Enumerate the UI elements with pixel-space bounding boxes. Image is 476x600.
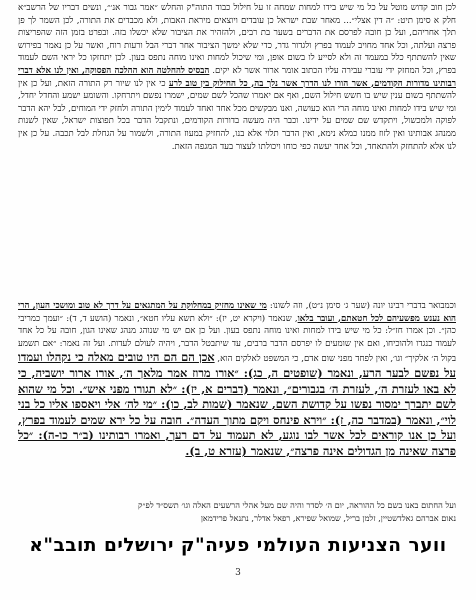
organization-title: ווער הצניעות העולמי פעיה"ק ירושלים תובב"א [29, 535, 447, 556]
paragraph-2-underlined-quote: מי שאינו מחזיק במחלוקת על המתגאים על דרך לא טוב ומושכי העון, הרי הוא נענש מפשעיהם לכל חטאתם, ועובר בלאו [18, 301, 456, 324]
signature-block [18, 499, 456, 525]
signature-intro: ועל החתום באנו בשם כל ההוראה, יום ה׳ לסדר והיה שם מעל אהלי הרשעים האלה וגו׳ תשס״ד לפ״ק [138, 500, 456, 510]
paragraph-2-emphasized-quote: אכן הם הם היו טובים מאלה כי נקהלו ועמדו על נפשם לבער הרע, ונאמר (שופטים ה, כג): ״אורו מרוז אמר מלאך ה׳, אורו ארור יושביה, כי לא באו לעזרת ה׳, לעזרת ה׳ בגבורים״, ונאמר (דברים א, יז): ״לא תגורו מפני איש״. וכל מי שהוא לשם יתברך ימסור נפשו על קדושת השם, שנאמר (שמות לב, כו): ״מי לה׳ אלי ויאספו אליו כל בני לוי״, ונאמר (במדבר כה, ז): ״וירא פינחס ויקם מתוך העדה״. חובה על כל ירא שמים לעמוד בפרץ, ועל כן אנו קוראים לכל אשר לבו נוגע, לא תעמוד על דם רעך, ואמרו רבותינו (ב״ר כו-ה): ״כל פרצה שאינה מן הגדולים אינה פרצה״, שנאמר (עזרא ט, ב). [18, 350, 456, 458]
paragraph-1-opening: לכן חוב קדוש מוטל על כל מי שיש בידו למחות שמחה זו על חילול כבוד התוה"ק והחלש ״אמר גבור אנ׳״, ונשים דבריו של הרשב״א חלק א סימן תיט: ״ה דין אצלי״... מאחר שבת ישראל כן עובדים ויוצאים מיראת האבות, ולא מכבדים את התורה, לכן השמר לך פן תלך אחריהם, ועל כן חובה לפרסם את הדברים בשער בת רבים, ולהזהיר את הציבור שלא יכשלו בזה. ובפרט בזמן הזה שהפריצות פרצה ועלתה, וכל אחד מחויב לעמוד בפרץ ולגדור גדר, כדי שלא ימשך הציבור אחר דברי הבל ורעות רוח, ואשר על כן נאמר בפירוש שאין להשתתף כלל במעמד זה ולא לסייע לו בשום אופן, ומי שיכול למחות ואינו מוחה נתפס בעון. לכן יתחזקו כל יראי השם לעמוד בפרץ, וכל המחזק ידי עוברי עבירה עליו הכתוב אומר ארור אשר לא יקים. [18, 3, 456, 76]
paragraph-2-opening: וכמבואר בדברי רבינו יונה (שער ג׳ סימן נ״ט), וזה לשונו: [266, 301, 457, 311]
page-number: 3 [235, 568, 241, 578]
paragraph-2 [18, 300, 456, 460]
paragraph-2-continuation: , שנאמר (ויקרא יט, יז): ״ולא תשא עליו חטא״, ונאמר (הושע ד, ד): ״ועמך כמריבי כהן״. וכן אמרו חז״ל: כל מי שיש בידו למחות ואינו מוחה נתפס בעון. ועל כן אם יש מי שנוהג מנהג שאינו הגון, חובה על כל אחד לעמוד כנגדו ולהוכיחו, ואם אין שומעים לו יפרסם הדבר ברבים, עד שיתבטל הדבר, ויהיה לעולם לעדות. ועל זה נאמר: ״אם תשמע בקול ה׳ אלקיך״ וגו׳, ואין לפחד מפני שום אדם, כי המשפט לאלקים הוא, [18, 313, 456, 365]
signatory-names: נאום אברהם גאלדשטיין, זלמן בריל, שמואל שפירא, רפאל אדלר, נתנאל פרידמאן [200, 512, 456, 523]
paragraph-1-continuation: כי אין לנו שיור רק התורה הזאת, ועל כן אין להשתתף בשום ענין שיש בו חשש חילול השם, ואף אם יאמרו שהכל לשם שמים, ישמרו נפשם ויתרחקו. והשומע ישמע והחדל יחדל, ומי שיש בידו למחות ואינו מוחה הרי הוא כעושה, ואנו מבקשים מכל אחד ואחד לעמוד לימין התורה ולחזק ידי המוחים, לבל יהא הדבר לפוקה ולמכשול, ויתקדש שם שמים על ידינו. וכבר היה מעשה בדורות הקודמים, ונתקבל הדבר בכל תפוצות ישראל, שאין לשנות ממנהג אבותינו ואין לזוז ממנו כמלא נימא, ואין הדבר תלוי אלא בנו, להחזיק במעוז התורה, ולשמור על הגחלת לבל תכבה. על כן אין לנו אלא להתחזק ולהתאחד, וכל אחד יעשה כפי כוחו ויכולתו לעצור בעד המגפה הזאת. [18, 78, 456, 152]
paragraph-1 [18, 2, 456, 153]
paragraph-1-underlined-ruling: הבסיס להחלטה הוא ההלכה הפסוקה, ואין לנו אלא דברי רבותינו מדורות הקודמים, אשר הורו לנו הדרך אשר נלך בה, כל החילוק בין טוב לרע [18, 65, 456, 89]
